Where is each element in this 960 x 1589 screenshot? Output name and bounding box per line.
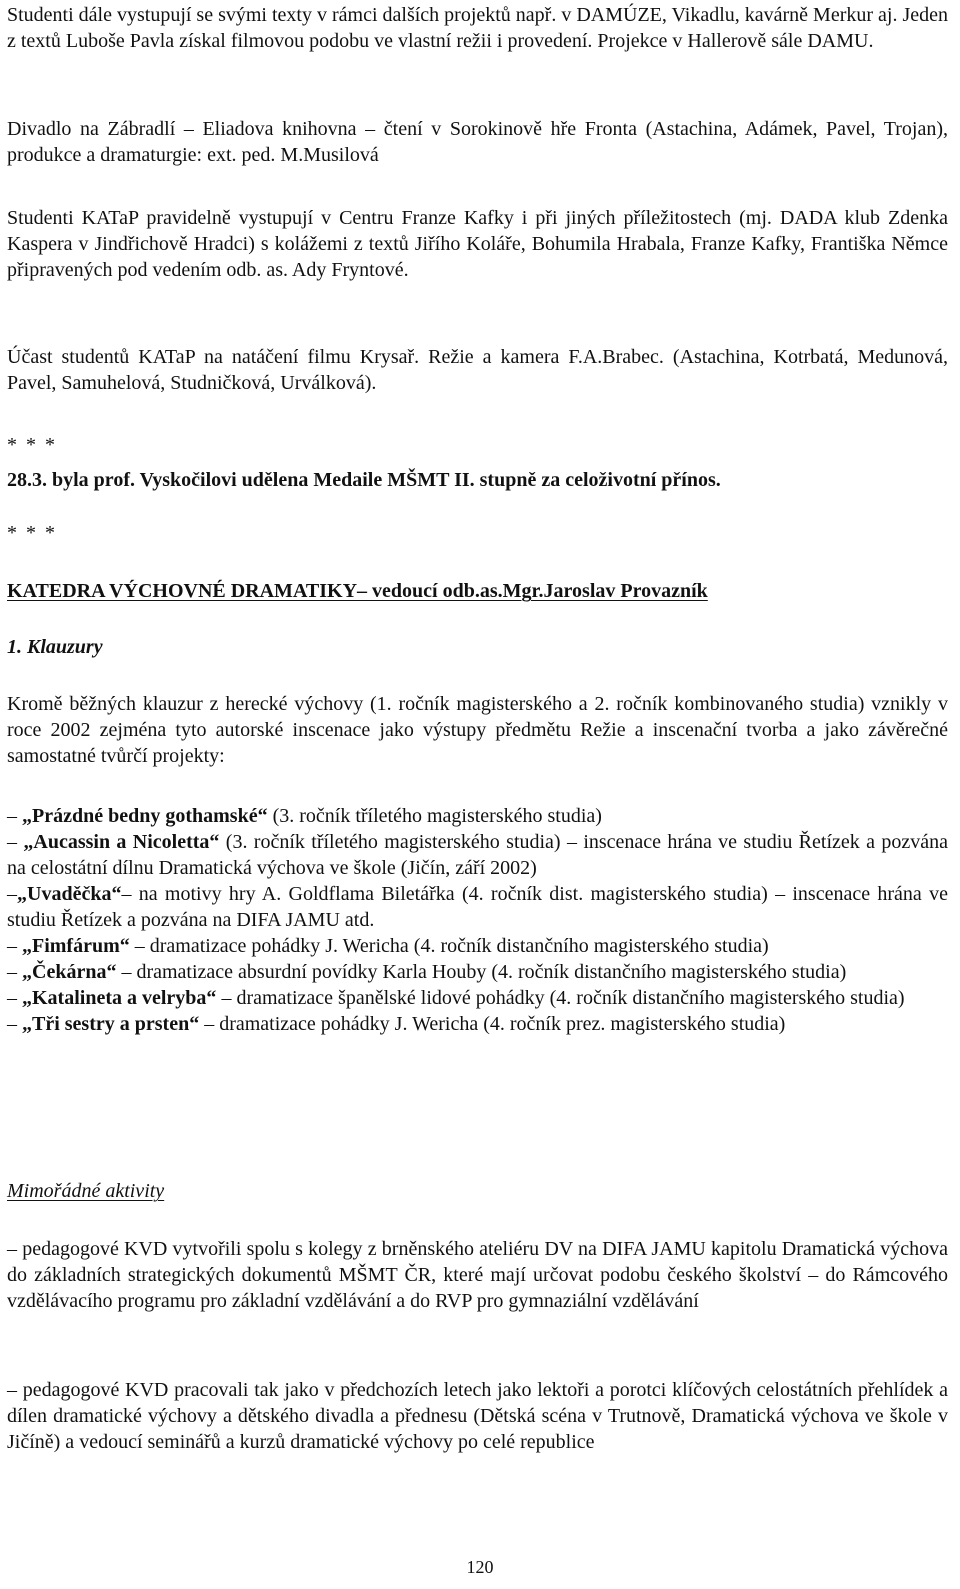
production-title: „Uvaděčka“ xyxy=(17,883,122,905)
production-item xyxy=(7,829,948,881)
production-item xyxy=(7,985,948,1011)
production-dash: – xyxy=(7,883,17,905)
paragraph-kafka-centre: Studenti KATaP pravidelně vystupují v Centru Franze Kafky i při jiných příležitostech (mj. DADA klub Zdenka Kaspera v Jindřichově Hradci) s kolážemi z textů Jiřího Koláře, Bohumila Hrabala, Franze Kafky, Františka Němce připravených pod vedením odb. as. Ady Fryntové. xyxy=(7,207,948,281)
separator-stars-1: * * * xyxy=(7,434,55,456)
production-title: „Fimfárum“ xyxy=(22,935,130,957)
production-item xyxy=(7,959,948,985)
klauzury-intro: Kromě běžných klauzur z herecké výchovy (1. ročník magisterského a 2. ročník kombinovaného studia) vznikly v roce 2002 zejména tyto autorské inscenace jako výstupy předmětu Režie a inscenační tvorba a jako závěrečné samostatné tvůrčí projekty: xyxy=(7,693,948,767)
separator-stars-2: * * * xyxy=(7,522,55,544)
production-description: (3. ročník tříletého magisterského studia) xyxy=(267,805,602,827)
production-dash: – xyxy=(7,987,22,1009)
production-item xyxy=(7,881,948,933)
paragraph-student-projects: Studenti dále vystupují se svými texty v rámci dalších projektů např. v DAMÚZE, Vikadlu, kavárně Merkur aj. Jeden z textů Luboše Pavla získal filmovou podobu ve vlastní režii i provedení. Projekce v Hallerově sále DAMU. xyxy=(7,4,949,52)
production-description: – na motivy hry A. Goldflama Biletářka (4. ročník dist. magisterského studia) – inscenace hrána ve studiu Řetízek a pozvána na DIFA JAMU atd. xyxy=(7,883,948,931)
section-title-mimoradne-aktivity: Mimořádné aktivity xyxy=(7,1180,165,1202)
production-description: – dramatizace absurdní povídky Karla Houby (4. ročník distančního magisterského studia) xyxy=(116,961,847,983)
department-heading: KATEDRA VÝCHOVNÉ DRAMATIKY– vedoucí odb.as.Mgr.Jaroslav Provazník xyxy=(7,580,708,602)
activity-lecturers: – pedagogové KVD pracovali tak jako v předchozích letech jako lektoři a porotci klíčových celostátních přehlídek a dílen dramatické výchovy a dětského divadla a přednesu (Dětská scéna v Trutnově, Dramatická výchova ve škole v Jičíně) a vedoucí seminářů a kurzů dramatické výchovy po celé republice xyxy=(7,1379,948,1453)
production-title: „Aucassin a Nicoletta“ xyxy=(23,831,220,853)
paragraph-divadlo-na-zabradli: Divadlo na Zábradlí – Eliadova knihovna – čtení v Sorokinově hře Fronta (Astachina, Adámek, Pavel, Trojan), produkce a dramaturgie: ext. ped. M.Musilová xyxy=(7,118,948,166)
productions-list xyxy=(7,803,948,1037)
production-description: – dramatizace pohádky J. Wericha (4. ročník prez. magisterského studia) xyxy=(199,1013,786,1035)
paragraph-krysar-film: Účast studentů KATaP na natáčení filmu Krysař. Režie a kamera F.A.Brabec. (Astachina, Kotrbatá, Medunová, Pavel, Samuhelová, Studničková, Urválková). xyxy=(7,346,948,394)
production-title: „Tři sestry a prsten“ xyxy=(22,1013,200,1035)
production-dash: – xyxy=(7,935,22,957)
activity-curriculum: – pedagogové KVD vytvořili spolu s kolegy z brněnského ateliéru DV na DIFA JAMU kapitolu Dramatická výchova do základních strategických dokumentů MŠMT ČR, které mají určovat podobu českého školství – do Rámcového vzdělávacího programu pro základní vzdělávání a do RVP pro gymnaziální vzdělávání xyxy=(7,1238,948,1312)
production-dash: – xyxy=(7,961,22,983)
production-item xyxy=(7,803,948,829)
production-title: „Prázdné bedny gothamské“ xyxy=(22,805,268,827)
production-title: „Katalineta a velryba“ xyxy=(22,987,217,1009)
production-dash: – xyxy=(7,805,22,827)
production-dash: – xyxy=(7,831,24,853)
production-item xyxy=(7,1011,948,1037)
production-description: – dramatizace španělské lidové pohádky (4. ročník distančního magisterského studia) xyxy=(216,987,905,1009)
production-item xyxy=(7,933,948,959)
production-title: „Čekárna“ xyxy=(22,961,117,983)
production-dash: – xyxy=(7,1013,22,1035)
production-description: (3. ročník tříletého magisterského studia) – inscenace hrána ve studiu Řetízek a pozvána na celostátní dílnu Dramatická výchova ve škole (Jičín, září 2002) xyxy=(7,831,949,879)
page-number: 120 xyxy=(466,1557,494,1577)
medal-announcement: 28.3. byla prof. Vyskočilovi udělena Medaile MŠMT II. stupně za celoživotní přínos. xyxy=(7,469,721,491)
production-description: – dramatizace pohádky J. Wericha (4. ročník distančního magisterského studia) xyxy=(129,935,769,957)
section-title-klauzury: 1. Klauzury xyxy=(7,636,103,658)
